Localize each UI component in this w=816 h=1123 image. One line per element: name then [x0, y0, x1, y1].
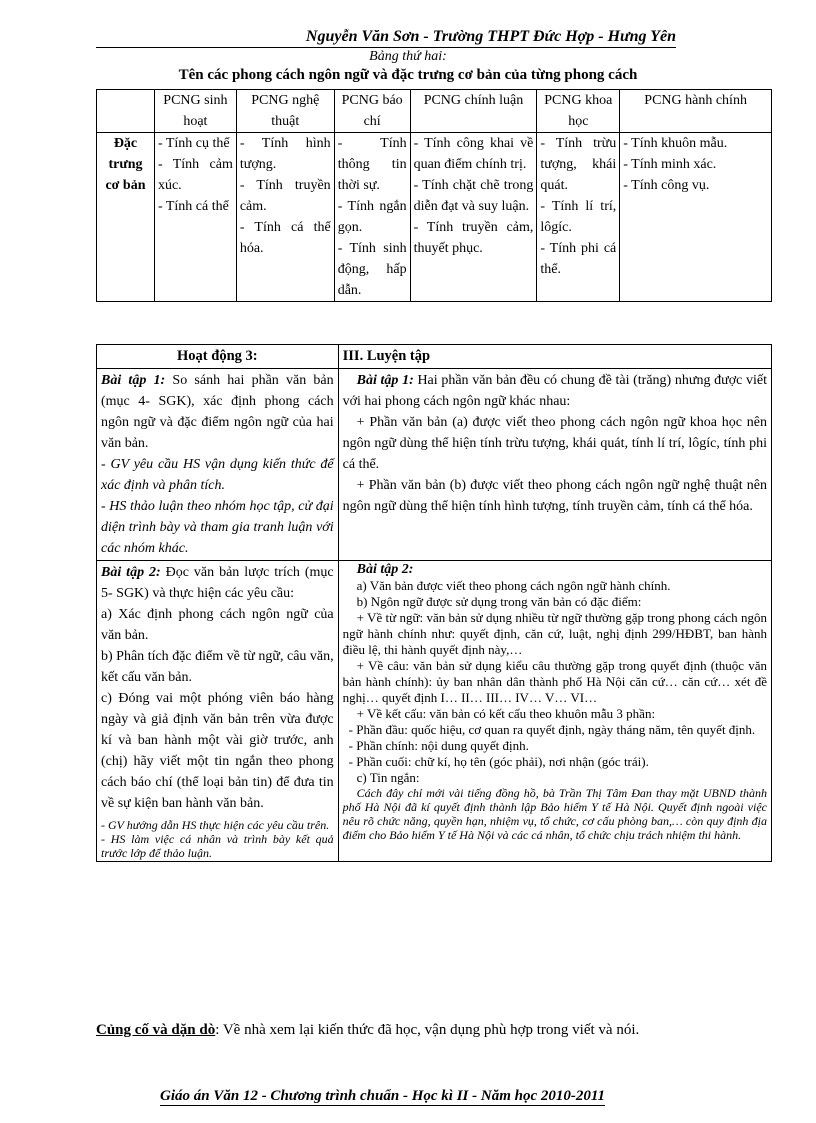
cell-hanh-chinh	[620, 133, 772, 302]
news-text: Cách đây chỉ mới vài tiếng đồng hồ, bà Trần Thị Tâm Đan thay mặt UBND thành phố Hà Nội đã kí quyết định thành lập Bảo hiểm Y tế Hà Nội. Quyết định ngoài việc nêu rõ chức năng, quyền hạn, nhiệm vụ, tổ chức, cơ cấu phòng ban,… còn quy định địa điểm cho Bảo hiểm Y tế Hà Nội và các cá nhân, tổ chức chịu trách nhiệm thi hành.	[342, 786, 767, 842]
section-head: III. Luyện tập	[338, 345, 771, 369]
table-title: Tên các phong cách ngôn ngữ và đặc trưng cơ bản của từng phong cách	[178, 67, 638, 83]
answer-line: - Phần chính: nội dung quyết định.	[348, 738, 529, 753]
answer-line: + Về kết cấu: văn bản có kết cấu theo khuôn mẫu 3 phần:	[356, 706, 656, 721]
task-item: b) Phân tích đặc điểm về từ ngữ, câu văn, kết cấu văn bản.	[101, 649, 334, 685]
page-footer: Giáo án Văn 12 - Chương trình chuẩn - Học kì II - Năm học 2010-2011	[160, 1088, 606, 1104]
activity-head: Hoạt động 3:	[97, 345, 339, 369]
cell-line: - Tính ngắn gọn.	[337, 199, 407, 235]
exercise-1-row	[97, 369, 772, 561]
task-item: c) Đóng vai một phóng viên báo hàng ngày và giả định văn bản trên vừa được kí và ban hành một vài giờ trước, anh (chị) hãy viết một tin ngắn theo phong cách báo chí (thể loại bản tin) để đưa tin về sự kiện ban hành văn bản.	[101, 691, 334, 811]
exercise-1-right	[338, 369, 771, 561]
cell-bao-chi	[334, 133, 410, 302]
cell-line: - Tính sinh động, hấp dẫn.	[337, 241, 407, 298]
cell-line: - Tính công khai về quan điểm chính trị.	[413, 136, 534, 172]
answer-intro: Hai phần văn bản đều có chung đề tài (trăng) nhưng được viết với hai phong cách ngôn ngữ khác nhau:	[342, 373, 768, 409]
practice-header-row	[97, 345, 772, 369]
header-cell: PCNG khoa học	[537, 90, 620, 133]
styles-row	[97, 133, 772, 302]
student-note: - HS thảo luận theo nhóm học tập, cử đại diện trình bày và tham gia tranh luận với các nhóm khác.	[101, 499, 334, 556]
exercise-text: Đọc văn bản lược trích (mục 5- SGK) và thực hiện các yêu cầu:	[101, 565, 334, 601]
cell-line: - Tính thông tin thời sự.	[337, 136, 407, 193]
exercise-2-right	[338, 561, 771, 862]
cell-line: - Tính trừu tượng, khái quát.	[540, 136, 617, 193]
cell-chinh-luan	[410, 133, 537, 302]
header-cell: PCNG báo chí	[334, 90, 410, 133]
answer-line: c) Tin ngắn:	[356, 770, 420, 785]
answer-line: + Về từ ngữ: văn bản sử dụng nhiều từ ngữ thường gặp trong phong cách ngôn ngữ hành chính như: quyết định, căn cứ, luật, nghị định 299/HĐBT, ban hành điều lệ, thi hành quyết định này,…	[342, 610, 767, 657]
cell-sinh-hoat	[154, 133, 236, 302]
header-cell: PCNG chính luận	[410, 90, 537, 133]
header-cell: PCNG hành chính	[620, 90, 772, 133]
cell-line: - Tính cảm xúc.	[157, 157, 233, 193]
answer-point: + Phần văn bản (b) được viết theo phong cách ngôn ngữ nghệ thuật nên ngôn ngữ dùng thể hiện tính hình tượng, tính truyền cảm, tính cá thể hóa.	[342, 478, 767, 514]
teacher-note: - GV hướng dẫn HS thực hiện các yêu cầu trên.	[101, 818, 330, 832]
answer-label: Bài tập 2:	[356, 562, 414, 577]
styles-table	[96, 89, 772, 302]
cell-line: - Tính minh xác.	[623, 157, 717, 172]
answer-label: Bài tập 1:	[356, 373, 414, 388]
cell-line: - Tính phi cá thể.	[540, 241, 617, 277]
exercise-1-left	[97, 369, 339, 561]
closing-text: : Về nhà xem lại kiến thức đã học, vận dụng phù hợp trong viết và nói.	[215, 1022, 640, 1038]
row-label: Đặc trưng cơ bản	[97, 133, 155, 302]
answer-line: b) Ngôn ngữ được sử dụng trong văn bản có đặc điểm:	[356, 594, 642, 609]
cell-line: - Tính chặt chẽ trong diễn đạt và suy luận.	[413, 178, 534, 214]
closing-note	[96, 1022, 639, 1039]
cell-khoa-hoc	[537, 133, 620, 302]
exercise-2-left	[97, 561, 339, 862]
answer-line: - Phần đầu: quốc hiệu, cơ quan ra quyết định, ngày tháng năm, tên quyết định.	[348, 722, 756, 737]
styles-header-row	[97, 90, 772, 133]
cell-line: - Tính công vụ.	[623, 178, 710, 193]
exercise-label: Bài tập 1:	[101, 373, 166, 388]
exercise-2-row	[97, 561, 772, 862]
answer-point: + Phần văn bản (a) được viết theo phong cách ngôn ngữ khoa học nên ngôn ngữ dùng thể hiện tính trừu tượng, khái quát, tính lí trí, lôgíc, tính phi cá thể.	[342, 415, 767, 472]
table-subtitle: Bảng thứ hai:	[369, 49, 447, 64]
cell-nghe-thuat	[236, 133, 334, 302]
cell-line: - Tính cá thể	[157, 199, 229, 214]
header-cell: PCNG nghệ thuật	[236, 90, 334, 133]
cell-line: - Tính lí trí, lôgíc.	[540, 199, 617, 235]
teacher-note: - GV yêu cầu HS vận dụng kiến thức để xác định và phân tích.	[101, 457, 334, 493]
cell-line: - Tính khuôn mẫu.	[623, 136, 728, 151]
cell-line: - Tính truyền cảm.	[239, 178, 331, 214]
answer-line: + Về câu: văn bản sử dụng kiểu câu thường gặp trong quyết định (thuộc văn bản hành chính): ủy ban nhân dân thành phố Hà Nội căn cứ… căn cứ… xét đề nghị… quyết định I… II… III… IV… V… VI…	[342, 658, 767, 705]
closing-label: Củng cố và dặn dò	[96, 1022, 216, 1038]
answer-line: a) Văn bản được viết theo phong cách ngôn ngữ hành chính.	[356, 578, 671, 593]
cell-line: - Tính truyền cảm, thuyết phục.	[413, 220, 534, 256]
cell-line: - Tính cụ thể	[157, 136, 230, 151]
cell-line: - Tính hình tượng.	[239, 136, 331, 172]
practice-table	[96, 344, 772, 862]
task-item: a) Xác định phong cách ngôn ngữ của văn bản.	[101, 607, 334, 643]
exercise-label: Bài tập 2:	[101, 565, 161, 580]
header-cell: PCNG sinh hoạt	[154, 90, 236, 133]
student-note: - HS làm việc cá nhân và trình bày kết quả trước lớp để thảo luận.	[101, 832, 334, 860]
exercise-text: So sánh hai phần văn bản (mục 4- SGK), xác định phong cách ngôn ngữ và đặc điểm ngôn ngữ của hai văn bản.	[101, 373, 334, 451]
page-header: Nguyễn Văn Sơn - Trường THPT Đức Hợp - Hưng Yên	[96, 28, 676, 48]
answer-line: - Phần cuối: chữ kí, họ tên (góc phải), nơi nhận (góc trái).	[348, 754, 649, 769]
empty-corner	[97, 90, 155, 133]
cell-line: - Tính cá thể hóa.	[239, 220, 331, 256]
